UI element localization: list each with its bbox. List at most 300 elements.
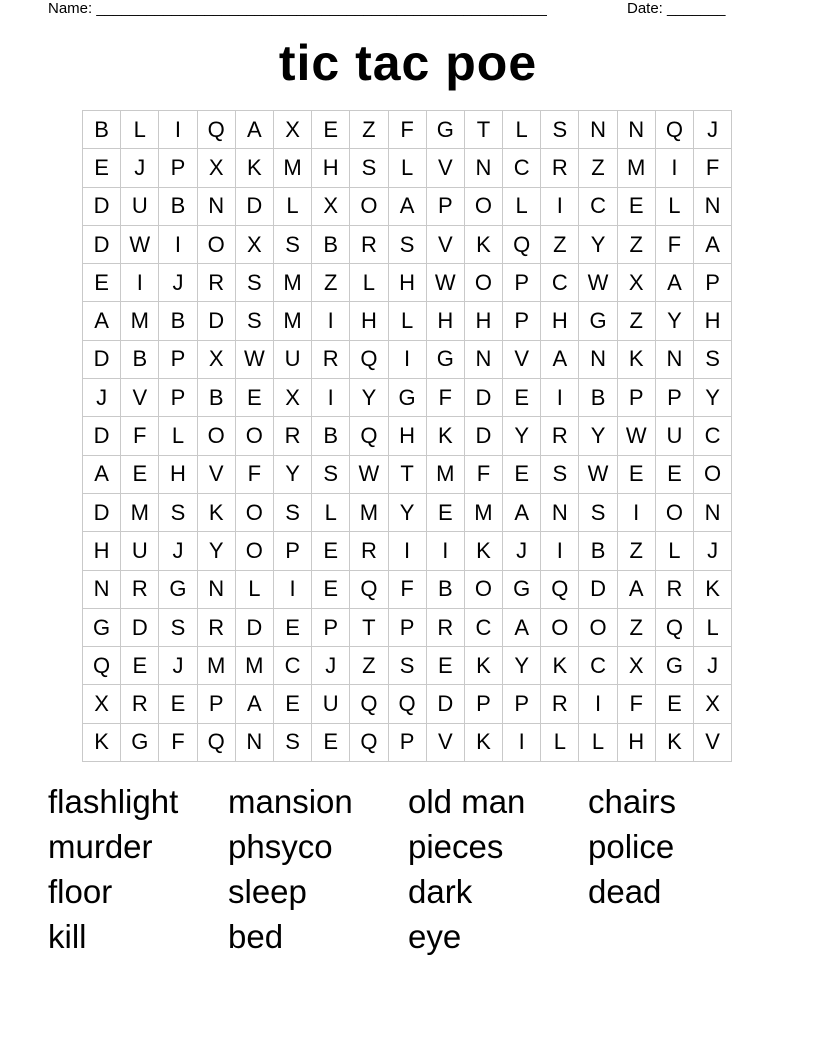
grid-cell: X [198,341,236,379]
grid-cell: X [312,188,350,226]
grid-cell: O [465,188,503,226]
grid-cell: O [350,188,388,226]
grid-cell: L [503,188,541,226]
grid-cell: H [618,724,656,762]
grid-cell: E [656,685,694,723]
word-list-item: mansion [228,783,353,820]
grid-cell: C [503,149,541,187]
grid-cell: L [389,302,427,340]
grid-cell: F [236,456,274,494]
grid-cell: Q [503,226,541,264]
grid-cell: F [465,456,503,494]
grid-cell: B [121,341,159,379]
grid-cell: S [541,111,579,149]
grid-cell: I [312,379,350,417]
grid-cell: E [159,685,197,723]
grid-cell: M [350,494,388,532]
grid-cell: Y [503,417,541,455]
grid-cell: R [121,685,159,723]
grid-cell: C [274,647,312,685]
grid-cell: V [503,341,541,379]
grid-cell: A [694,226,732,264]
word-list-item: kill [48,918,87,955]
grid-cell: F [427,379,465,417]
grid-cell: S [159,494,197,532]
grid-cell: A [236,685,274,723]
grid-cell: N [579,111,617,149]
grid-cell: Q [350,571,388,609]
grid-cell: K [198,494,236,532]
grid-cell: Q [198,111,236,149]
grid-cell: N [694,188,732,226]
grid-cell: I [427,532,465,570]
grid-cell: W [579,456,617,494]
grid-cell: G [427,111,465,149]
grid-cell: I [389,532,427,570]
grid-cell: Q [350,724,388,762]
grid-cell: J [312,647,350,685]
grid-cell: J [694,532,732,570]
grid-cell: M [274,264,312,302]
grid-cell: G [159,571,197,609]
grid-cell: L [350,264,388,302]
word-list [48,782,768,962]
grid-cell: O [656,494,694,532]
grid-cell: J [159,264,197,302]
grid-cell: D [83,417,121,455]
grid-cell: E [312,571,350,609]
grid-cell: R [541,685,579,723]
grid-cell: A [503,609,541,647]
grid-cell: N [198,571,236,609]
grid-cell: M [618,149,656,187]
grid-cell: U [656,417,694,455]
grid-cell: U [312,685,350,723]
grid-cell: F [389,111,427,149]
grid-cell: B [159,188,197,226]
grid-cell: S [579,494,617,532]
grid-cell: L [236,571,274,609]
grid-cell: N [579,341,617,379]
grid-cell: X [694,685,732,723]
grid-cell: I [541,532,579,570]
grid-cell: P [694,264,732,302]
grid-cell: E [503,379,541,417]
grid-cell: L [656,532,694,570]
grid-cell: B [579,532,617,570]
grid-cell: Q [198,724,236,762]
name-field: Name: ______________________________________________________ [48,0,547,17]
grid-cell: D [83,188,121,226]
grid-cell: Z [541,226,579,264]
grid-cell: E [618,456,656,494]
grid-cell: E [312,532,350,570]
grid-cell: O [465,571,503,609]
grid-cell: P [503,302,541,340]
grid-cell: P [656,379,694,417]
grid-cell: Q [389,685,427,723]
grid-cell: K [465,647,503,685]
grid-cell: N [694,494,732,532]
grid-cell: Y [656,302,694,340]
grid-cell: S [541,456,579,494]
grid-cell: W [618,417,656,455]
grid-cell: Z [312,264,350,302]
grid-cell: E [427,647,465,685]
word-list-item: sleep [228,873,307,910]
grid-cell: H [389,417,427,455]
grid-cell: X [618,647,656,685]
grid-cell: B [159,302,197,340]
grid-cell: B [579,379,617,417]
grid-cell: M [274,149,312,187]
grid-cell: B [198,379,236,417]
grid-cell: M [274,302,312,340]
grid-cell: B [312,226,350,264]
grid-cell: E [312,724,350,762]
grid-cell: Q [656,609,694,647]
word-list-item: floor [48,873,113,910]
grid-cell: S [312,456,350,494]
grid-cell: Y [274,456,312,494]
grid-cell: R [541,417,579,455]
grid-cell: I [159,111,197,149]
grid-cell: N [198,188,236,226]
grid-cell: X [274,379,312,417]
grid-cell: A [503,494,541,532]
grid-cell: P [465,685,503,723]
grid-cell: R [656,571,694,609]
grid-cell: B [427,571,465,609]
grid-cell: C [465,609,503,647]
grid-cell: J [694,647,732,685]
grid-cell: M [121,302,159,340]
grid-cell: R [350,532,388,570]
grid-cell: H [694,302,732,340]
grid-cell: E [274,685,312,723]
word-list-item: murder [48,828,153,865]
grid-cell: M [198,647,236,685]
grid-cell: W [350,456,388,494]
grid-cell: V [427,724,465,762]
grid-cell: Z [618,302,656,340]
grid-cell: G [389,379,427,417]
grid-cell: E [503,456,541,494]
grid-cell: X [274,111,312,149]
grid-cell: P [503,264,541,302]
grid-cell: P [389,609,427,647]
grid-cell: Z [618,532,656,570]
grid-cell: R [350,226,388,264]
grid-cell: J [503,532,541,570]
grid-cell: E [427,494,465,532]
grid-cell: Y [579,417,617,455]
grid-cell: I [656,149,694,187]
grid-cell: W [579,264,617,302]
grid-cell: P [198,685,236,723]
grid-cell: O [541,609,579,647]
grid-cell: G [503,571,541,609]
puzzle-title: tic tac poe [278,35,538,91]
grid-cell: Q [541,571,579,609]
grid-cell: I [389,341,427,379]
grid-cell: E [121,456,159,494]
grid-cell: A [618,571,656,609]
grid-cell: K [541,647,579,685]
grid-cell: D [579,571,617,609]
grid-cell: U [121,532,159,570]
grid-cell: Q [350,341,388,379]
grid-cell: Y [389,494,427,532]
grid-cell: G [579,302,617,340]
grid-cell: O [579,609,617,647]
grid-cell: Q [83,647,121,685]
grid-cell: S [389,226,427,264]
grid-cell: O [236,532,274,570]
grid-cell: K [465,532,503,570]
grid-cell: L [159,417,197,455]
grid-cell: K [694,571,732,609]
grid-cell: O [198,417,236,455]
header [48,0,748,20]
grid-cell: E [83,149,121,187]
grid-cell: Q [350,685,388,723]
grid-cell: E [83,264,121,302]
grid-cell: Z [618,609,656,647]
grid-cell: B [312,417,350,455]
grid-cell: Z [350,647,388,685]
grid-cell: D [236,609,274,647]
word-list-item: eye [408,918,462,955]
grid-cell: K [236,149,274,187]
grid-cell: H [159,456,197,494]
grid-cell: G [656,647,694,685]
word-list-item: police [588,828,675,865]
grid-cell: N [465,341,503,379]
grid-cell: R [198,264,236,302]
grid-cell: T [350,609,388,647]
grid-cell: L [656,188,694,226]
grid-cell: P [159,379,197,417]
grid-cell: Z [350,111,388,149]
grid-cell: G [83,609,121,647]
grid-cell: V [427,149,465,187]
grid-cell: G [121,724,159,762]
grid-cell: K [465,226,503,264]
word-list-item: phsyco [228,828,333,865]
letter-grid [82,110,732,762]
grid-cell: Y [694,379,732,417]
grid-cell: S [236,264,274,302]
grid-cell: B [83,111,121,149]
grid-cell: S [274,494,312,532]
grid-cell: O [694,456,732,494]
grid-cell: K [618,341,656,379]
grid-cell: F [656,226,694,264]
grid-cell: F [618,685,656,723]
grid-cell: I [618,494,656,532]
grid-cell: A [389,188,427,226]
grid-cell: H [427,302,465,340]
grid-cell: K [427,417,465,455]
grid-cell: D [427,685,465,723]
grid-cell: D [83,226,121,264]
grid-cell: X [618,264,656,302]
grid-cell: M [121,494,159,532]
grid-cell: M [427,456,465,494]
grid-cell: I [579,685,617,723]
grid-cell: A [83,302,121,340]
grid-cell: H [83,532,121,570]
grid-cell: Y [350,379,388,417]
word-list-item: flashlight [48,783,179,820]
grid-cell: A [83,456,121,494]
grid-cell: Q [656,111,694,149]
grid-cell: C [579,647,617,685]
grid-cell: L [312,494,350,532]
grid-cell: I [541,188,579,226]
grid-cell: R [198,609,236,647]
grid-cell: L [503,111,541,149]
grid-cell: L [121,111,159,149]
grid-cell: F [159,724,197,762]
grid-cell: J [159,647,197,685]
grid-cell: T [465,111,503,149]
grid-cell: S [694,341,732,379]
grid-cell: P [618,379,656,417]
grid-cell: H [312,149,350,187]
grid-cell: L [541,724,579,762]
grid-cell: C [694,417,732,455]
grid-cell: V [198,456,236,494]
word-list-item: chairs [588,783,677,820]
grid-cell: D [83,341,121,379]
grid-cell: H [389,264,427,302]
grid-cell: N [618,111,656,149]
grid-cell: E [656,456,694,494]
grid-cell: M [236,647,274,685]
date-field: Date: _______ [627,0,726,17]
grid-cell: N [236,724,274,762]
grid-cell: J [694,111,732,149]
grid-cell: N [541,494,579,532]
grid-cell: O [236,494,274,532]
grid-cell: R [541,149,579,187]
grid-cell: J [121,149,159,187]
grid-cell: G [427,341,465,379]
grid-cell: R [121,571,159,609]
grid-cell: L [389,149,427,187]
grid-cell: V [121,379,159,417]
grid-cell: C [541,264,579,302]
word-list-item: pieces [408,828,504,865]
grid-cell: F [389,571,427,609]
grid-cell: D [83,494,121,532]
grid-cell: D [236,188,274,226]
grid-cell: S [350,149,388,187]
grid-cell: S [236,302,274,340]
grid-cell: V [427,226,465,264]
grid-cell: N [656,341,694,379]
grid-cell: E [236,379,274,417]
grid-cell: R [274,417,312,455]
grid-cell: A [236,111,274,149]
grid-cell: U [121,188,159,226]
grid-cell: H [465,302,503,340]
grid-cell: Q [350,417,388,455]
grid-cell: O [465,264,503,302]
grid-cell: F [121,417,159,455]
grid-cell: T [389,456,427,494]
grid-cell: E [121,647,159,685]
grid-cell: F [694,149,732,187]
grid-cell: I [312,302,350,340]
grid-cell: D [121,609,159,647]
word-list-item: bed [228,918,284,955]
grid-cell: W [427,264,465,302]
grid-cell: K [656,724,694,762]
grid-cell: P [159,149,197,187]
grid-cell: I [159,226,197,264]
grid-cell: K [465,724,503,762]
grid-cell: E [618,188,656,226]
grid-cell: O [198,226,236,264]
grid-cell: S [274,724,312,762]
grid-cell: I [121,264,159,302]
grid-cell: Y [503,647,541,685]
grid-cell: N [83,571,121,609]
word-list-item: old man [408,783,526,820]
grid-cell: Z [579,149,617,187]
grid-cell: C [579,188,617,226]
grid-cell: D [198,302,236,340]
grid-cell: S [274,226,312,264]
grid-cell: A [656,264,694,302]
grid-cell: P [389,724,427,762]
grid-cell: U [274,341,312,379]
grid-cell: D [465,379,503,417]
grid-cell: H [350,302,388,340]
grid-cell: M [465,494,503,532]
grid-cell: K [83,724,121,762]
grid-cell: Y [579,226,617,264]
grid-cell: X [83,685,121,723]
grid-cell: E [312,111,350,149]
grid-cell: P [503,685,541,723]
word-list-item: dead [588,873,662,910]
grid-cell: L [579,724,617,762]
word-list-item: dark [408,873,473,910]
grid-cell: X [198,149,236,187]
grid-cell: I [503,724,541,762]
grid-cell: O [236,417,274,455]
grid-cell: L [274,188,312,226]
grid-cell: W [236,341,274,379]
grid-cell: P [312,609,350,647]
grid-cell: J [83,379,121,417]
grid-cell: H [541,302,579,340]
grid-cell: D [465,417,503,455]
grid-cell: R [427,609,465,647]
grid-cell: S [159,609,197,647]
grid-cell: P [159,341,197,379]
grid-cell: P [274,532,312,570]
grid-cell: W [121,226,159,264]
grid-cell: E [274,609,312,647]
grid-cell: Y [198,532,236,570]
grid-cell: I [274,571,312,609]
grid-cell: X [236,226,274,264]
